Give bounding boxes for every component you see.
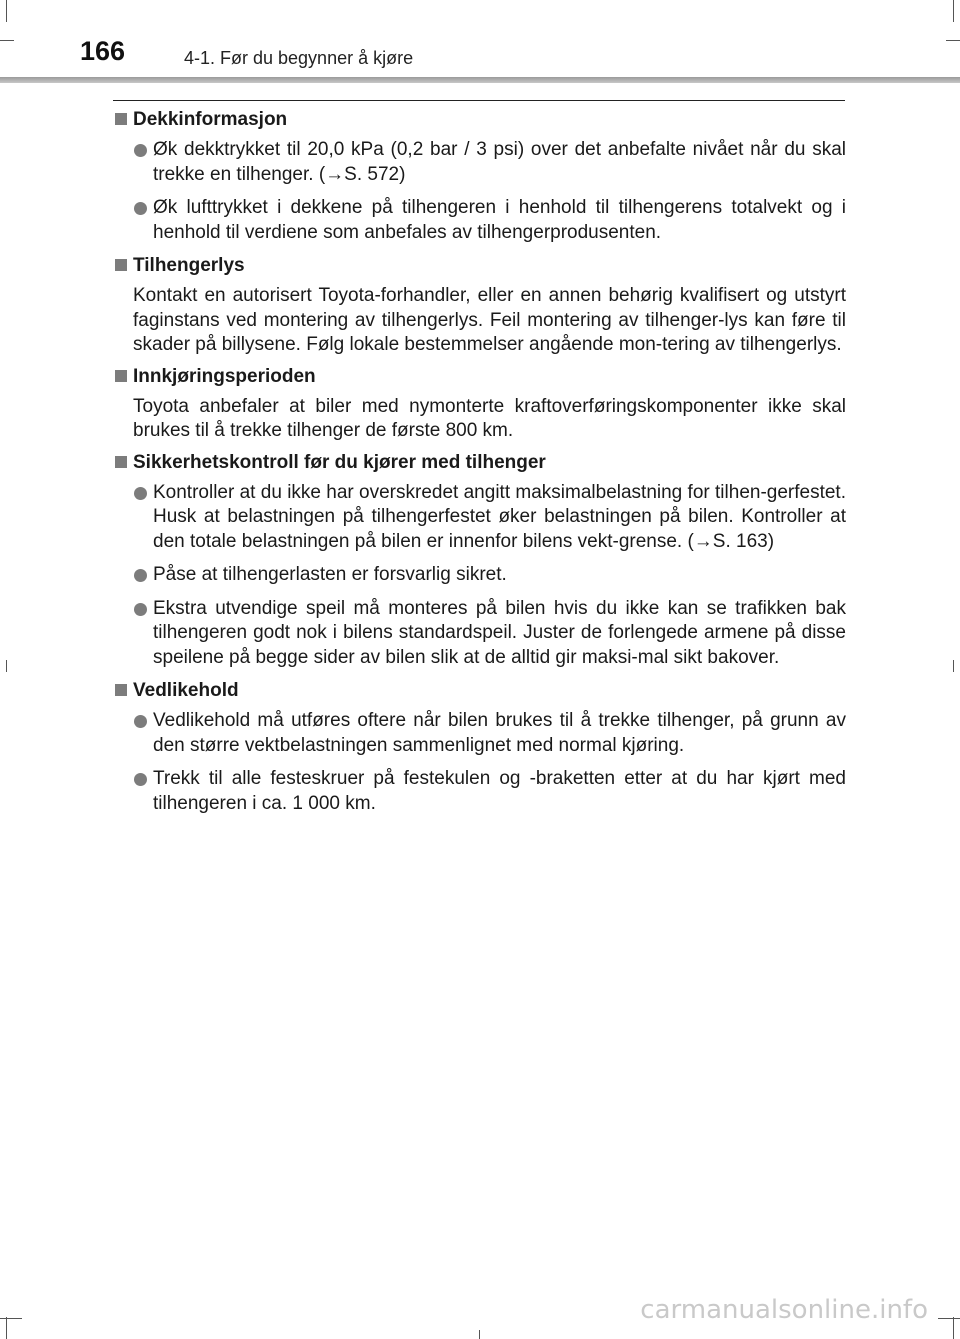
- list-item: [113, 481, 846, 555]
- list-item: [113, 597, 846, 671]
- list-item: [113, 196, 846, 245]
- section-heading: [113, 108, 846, 137]
- section-heading: [113, 365, 846, 394]
- round-bullet-icon: [134, 715, 147, 728]
- section-heading: [113, 451, 846, 480]
- crop-mark: [6, 1317, 7, 1339]
- crop-mark: [479, 1330, 480, 1339]
- round-bullet-icon: [134, 144, 147, 157]
- list-item: [113, 563, 846, 588]
- square-bullet-icon: [115, 259, 127, 271]
- round-bullet-icon: [134, 487, 147, 500]
- chapter-title: 4-1. Før du begynner å kjøre: [184, 48, 414, 68]
- section-heading-text: Vedlikehold: [133, 680, 239, 701]
- section-paragraph: Toyota anbefaler at biler med nymonterte kraftoverføringskomponenter ikke skal brukes til å trekke tilhenger de første 800 km.: [133, 395, 846, 441]
- section-paragraph: Kontakt en autorisert Toyota-forhandler, eller en annen behørig kvalifisert og utstyrt faginstans ved montering av tilhengerlys. Feil montering av tilhenger-lys kan føre til skader på billysene. Følg lokale bestemmelser angående mon-tering av tilhengerlys.: [133, 285, 846, 355]
- list-item-text: Trekk til alle festeskruer på festekulen og -braketten etter at du har kjørt med tilhengeren i ca. 1 000 km.: [153, 768, 846, 814]
- round-bullet-icon: [134, 603, 147, 616]
- square-bullet-icon: [115, 456, 127, 468]
- square-bullet-icon: [115, 370, 127, 382]
- list-item-text: Øk dekktrykket til 20,0 kPa (0,2 bar / 3 psi) over det anbefalte nivået når du skal trekke en tilhenger. (→S. 572): [153, 139, 846, 185]
- crop-mark: [6, 660, 7, 672]
- section-sikkerhetskontroll: [113, 451, 846, 671]
- round-bullet-icon: [134, 569, 147, 582]
- section-heading-text: Sikkerhetskontroll før du kjører med tilhenger: [133, 451, 546, 473]
- crop-mark: [946, 40, 960, 41]
- header-bar: [0, 77, 960, 83]
- crop-mark: [938, 1318, 960, 1319]
- section-vedlikehold: [113, 679, 846, 816]
- crop-mark: [6, 0, 7, 22]
- page-content: [113, 108, 846, 825]
- list-item: [113, 138, 846, 187]
- crop-mark: [0, 1318, 22, 1319]
- section-heading-text: Innkjøringsperioden: [133, 365, 316, 387]
- list-item: [113, 767, 846, 816]
- list-item: [113, 709, 846, 758]
- crop-mark: [953, 1317, 954, 1339]
- section-heading-text: Dekkinformasjon: [133, 109, 288, 130]
- list-item-text: Kontroller at du ikke har overskredet angitt maksimalbelastning for tilhen-gerfestet. Husk at belastningen på tilhengerfestet øker belastningen på bilen. Kontroller at den totale belastningen på bilen er innenfor bilens vekt-grense. (→S. 163): [153, 481, 846, 552]
- section-heading-text: Tilhengerlys: [133, 255, 245, 276]
- round-bullet-icon: [134, 202, 147, 215]
- section-dekkinformasjon: [113, 108, 846, 245]
- section-tilhengerlys: [113, 254, 846, 358]
- watermark[interactable]: carmanualsonline.info: [640, 1295, 928, 1325]
- list-item-text: Påse at tilhengerlasten er forsvarlig sikret.: [153, 564, 507, 585]
- page-number: 166: [80, 36, 126, 66]
- round-bullet-icon: [134, 773, 147, 786]
- crop-mark: [953, 660, 954, 672]
- square-bullet-icon: [115, 113, 127, 125]
- section-innkjoringsperioden: [113, 365, 846, 444]
- crop-mark: [0, 40, 14, 41]
- list-item-text: Vedlikehold må utføres oftere når bilen brukes til å trekke tilhenger, på grunn av den større vektbelastningen sammenlignet med normal kjøring.: [153, 710, 846, 756]
- square-bullet-icon: [115, 684, 127, 696]
- list-item-text: Øk lufttrykket i dekkene på tilhengeren i henhold til tilhengerens totalvekt og i henhold til verdiene som anbefales av tilhengerprodusenten.: [153, 197, 846, 243]
- crop-mark: [953, 0, 954, 22]
- list-item-text: Ekstra utvendige speil må monteres på bilen hvis du ikke kan se trafikken bak tilhengeren godt nok i bilens standardspeil. Juster de forlengede armene på disse speilene på begge sider av bilen slik at de alltid gir maksi-mal sikt bakover.: [153, 597, 846, 668]
- section-heading: [113, 679, 846, 708]
- section-heading: [113, 254, 846, 283]
- section-rule: [113, 100, 845, 101]
